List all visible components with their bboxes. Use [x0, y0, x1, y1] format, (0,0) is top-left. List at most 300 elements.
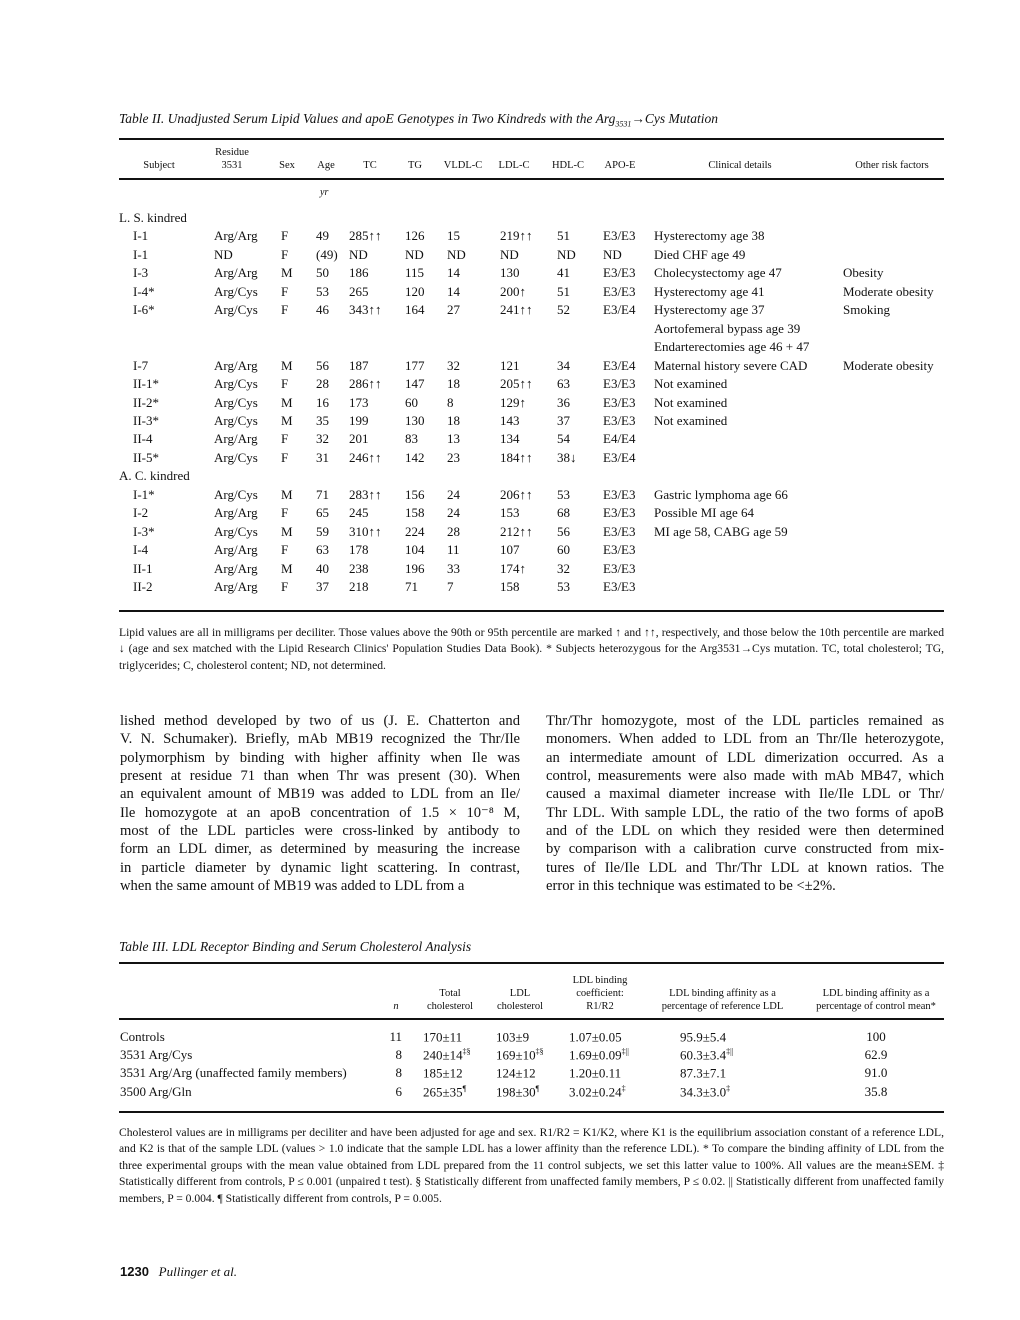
h2: percentage of reference LDL — [661, 1001, 784, 1012]
cell-vldl: 24 — [447, 486, 460, 502]
cell-hdl: 68 — [557, 505, 570, 521]
cell-tg: 196 — [405, 560, 425, 576]
header-ldl: LDL-C — [498, 160, 530, 171]
cell-apoe: E3/E3 — [603, 283, 636, 299]
cell-clinical: Hysterectomy age 38 — [654, 228, 765, 244]
cell — [120, 1084, 192, 1100]
cell-residue: ND — [214, 246, 233, 262]
header-residue-1: Residue — [215, 147, 249, 158]
cell — [846, 1029, 906, 1045]
cell-hdl: 60 — [557, 542, 570, 558]
footnote-marker: ‡ — [621, 1083, 626, 1093]
group-name: L. S. kindred — [119, 210, 187, 225]
cell-residue: Arg/Cys — [214, 412, 258, 428]
running-authors: Pullinger et al. — [158, 1264, 238, 1279]
cell-clinical: Endarterectomies age 46 + 47 — [654, 339, 810, 355]
cell-apoe: E3/E4 — [603, 449, 636, 465]
cell-age: 71 — [316, 486, 329, 502]
cell-sex: F — [281, 302, 289, 318]
cell-sex: M — [281, 394, 293, 410]
cell — [372, 1084, 402, 1100]
cell-ldl: 205↑↑ — [500, 376, 533, 392]
cell-value: 62.9 — [864, 1047, 888, 1063]
cell-tg: 156 — [405, 486, 425, 502]
cell-tc: 218 — [349, 579, 369, 594]
footnote-marker: ‡ — [726, 1083, 731, 1093]
cell-ldl: 134 — [500, 431, 520, 447]
cell-other: Moderate obesity — [843, 283, 934, 299]
cell-sex: F — [281, 246, 289, 262]
cell-vldl: 14 — [447, 265, 460, 281]
h1: LDL binding affinity as a — [669, 988, 776, 999]
cell-clinical: Hysterectomy age 37 — [654, 302, 765, 318]
cell-sex: M — [281, 357, 293, 373]
cell — [680, 1084, 730, 1100]
cell-value: 60.3±3.4 — [680, 1047, 727, 1063]
table3-footnote: Cholesterol values are in milligrams per deciliter and have been adjusted for age and sex. R1/R2 = K1/K2, where K1 is the equilibrium association constant of a reference LDL, and K2 is that of the sample LDL (values > 1.0 indicate that the sample LDL has a lower affinity than the reference LDL). * To compare the binding affinity of LDL from the three experimental groups with the mean value obtained from LDL prepared from the 11 control subjects, we set this latter value to 100%. All values are the mean±SEM. ‡ Statistically different from controls, P ≤ 0.001 (unpaired t test). § Statistically different from unaffected family members, P ≤ 0.02. || Statistically different from unaffected family members, P = 0.004. ¶ Statistically different from controls, P = 0.005. — [119, 1126, 944, 1205]
cell — [680, 1029, 726, 1045]
cell-vldl: 32 — [447, 357, 460, 373]
cell-subject: I-4* — [133, 283, 155, 299]
title-text: Table II. Unadjusted Serum Lipid Values and apoE Genotypes in Two Kindreds with the Arg — [119, 111, 616, 126]
cell — [423, 1047, 471, 1063]
rule — [119, 178, 944, 180]
cell-tg: 158 — [405, 505, 425, 521]
cell-subject: II-1* — [133, 376, 159, 392]
cell-sex: M — [281, 523, 293, 539]
cell — [846, 1047, 906, 1063]
cell-apoe: E3/E4 — [603, 357, 636, 373]
cell — [496, 1047, 544, 1063]
title-subscript: 3531 — [615, 119, 632, 129]
cell-tc: ND — [349, 246, 368, 262]
cell-hdl: 63 — [557, 376, 570, 392]
cell-sex: M — [281, 560, 293, 576]
header-other: Other risk factors — [855, 160, 929, 171]
header-ldl — [490, 987, 550, 1013]
cell-apoe: E3/E3 — [603, 579, 636, 594]
header-hdl: HDL-C — [551, 160, 585, 171]
cell-hdl: 53 — [557, 486, 570, 502]
h1: LDL binding — [572, 975, 628, 986]
cell-tg: 71 — [405, 579, 418, 594]
cell-subject: I-1 — [133, 228, 149, 244]
cell-vldl: 18 — [447, 376, 460, 392]
cell-apoe: ND — [603, 246, 622, 262]
cell-tg: 60 — [405, 394, 418, 410]
cell-vldl: 27 — [447, 302, 460, 318]
h1: LDL — [509, 988, 531, 999]
cell — [569, 1029, 622, 1045]
cell-apoe: E3/E3 — [603, 412, 636, 428]
cell-clinical: Cholecystectomy age 47 — [654, 265, 782, 281]
cell-hdl: 52 — [557, 302, 570, 318]
cell — [496, 1029, 529, 1045]
cell-clinical: Aortofemeral bypass age 39 — [654, 320, 801, 336]
cell-age: 32 — [316, 431, 329, 447]
cell-age: 35 — [316, 412, 329, 428]
cell-ldl: 219↑↑ — [500, 228, 533, 244]
cell — [423, 1065, 463, 1081]
cell-ldl: 174↑ — [500, 560, 526, 576]
cell-tc: 201 — [349, 431, 369, 447]
cell-apoe: E3/E3 — [603, 376, 636, 392]
cell-tc: 187 — [349, 357, 369, 373]
cell-value: 170±11 — [423, 1029, 463, 1045]
cell-apoe: E3/E4 — [603, 302, 636, 318]
cell-value: 91.0 — [864, 1065, 888, 1081]
cell-tc: 173 — [349, 394, 369, 410]
cell-value: 34.3±3.0 — [680, 1083, 727, 1099]
cell-subject: II-3* — [133, 412, 159, 428]
cell-value: 8 — [395, 1047, 402, 1063]
h2: percentage of control mean* — [816, 1001, 936, 1012]
cell-ldl: 206↑↑ — [500, 486, 533, 502]
cell-vldl: 15 — [447, 228, 460, 244]
cell-apoe: E3/E3 — [603, 265, 636, 281]
cell-residue: Arg/Cys — [214, 523, 258, 539]
cell-value: 3531 Arg/Cys — [120, 1047, 193, 1063]
cell-age: 31 — [316, 449, 329, 465]
cell — [846, 1084, 906, 1100]
cell-ldl: 184↑↑ — [500, 449, 533, 465]
header-total — [415, 987, 485, 1013]
cell — [846, 1065, 906, 1081]
header-vldl: VLDL-C — [443, 160, 483, 171]
header-sex: Sex — [279, 160, 295, 171]
cell-apoe: E3/E3 — [603, 560, 636, 576]
cell-clinical: Not examined — [654, 412, 728, 428]
cell-hdl: 38↓ — [557, 449, 577, 465]
cell-tc: 245 — [349, 505, 369, 521]
cell-clinical: Hysterectomy age 41 — [654, 283, 765, 299]
cell-residue: Arg/Arg — [214, 505, 258, 521]
cell-age: 65 — [316, 505, 329, 521]
cell-value: 11 — [389, 1029, 402, 1044]
cell-tc: 285↑↑ — [349, 228, 382, 244]
header-residue — [212, 146, 252, 172]
cell-residue: Arg/Arg — [214, 265, 258, 281]
cell-vldl: 18 — [447, 412, 460, 428]
cell-age: 37 — [316, 579, 329, 594]
rule — [119, 610, 944, 612]
cell-age: 40 — [316, 560, 329, 576]
cell-value: 103±9 — [496, 1029, 530, 1045]
cell-tc: 310↑↑ — [349, 523, 382, 539]
header-apoe: APO-E — [604, 160, 636, 171]
cell — [569, 1065, 621, 1081]
cell-hdl: 51 — [557, 228, 570, 244]
group-name: A. C. kindred — [119, 468, 190, 484]
cell-residue: Arg/Cys — [214, 449, 258, 465]
cell-tg: 224 — [405, 523, 425, 539]
text-line: an intermediate amount of LDL dimerization occurred. As a — [546, 749, 944, 766]
cell-subject: I-4 — [133, 542, 149, 558]
text-line: Thr LDL. With sample LDL, the ratio of the two forms of apoB — [546, 804, 944, 821]
header-tg: TG — [408, 160, 422, 171]
body-right-column — [546, 712, 944, 895]
text-line: when the same amount of MB19 was added to LDL from a — [120, 878, 465, 895]
cell-apoe: E3/E3 — [603, 505, 636, 521]
cell — [496, 1065, 536, 1081]
cell — [569, 1084, 626, 1100]
text-line: polymorphism by binding with higher affinity when Ile was — [120, 749, 520, 766]
text-line: tures of Ile/Ile LDL and Thr/Thr LDL at known ratios. The — [546, 859, 944, 876]
text-line: and of the LDL on which they resided were then determined — [546, 823, 944, 840]
age-unit: yr — [320, 187, 329, 198]
cell-age: 63 — [316, 542, 329, 558]
cell-age: 16 — [316, 394, 329, 410]
cell-ldl: 200↑ — [500, 283, 526, 299]
cell-tc: 238 — [349, 560, 369, 576]
cell-tg: 126 — [405, 228, 425, 244]
cell-tg: 147 — [405, 376, 425, 392]
cell-clinical: Possible MI age 64 — [654, 505, 755, 521]
cell — [680, 1065, 726, 1081]
cell-value: Controls — [120, 1029, 165, 1044]
cell-tg: 130 — [405, 412, 425, 428]
cell-residue: Arg/Cys — [214, 394, 258, 410]
text-line: V. N. Schumaker). Briefly, mAb MB19 recognized the Thr/Ile — [120, 731, 520, 748]
cell-value: 100 — [866, 1029, 886, 1044]
cell-value: 1.20±0.11 — [569, 1065, 622, 1081]
cell-apoe: E3/E3 — [603, 542, 636, 558]
cell — [569, 1047, 629, 1063]
text-line: present at residue 71 than when Thr was present (30). When — [120, 768, 520, 785]
header-pct-reference — [650, 987, 795, 1013]
cell-residue: Arg/Arg — [214, 579, 258, 594]
cell-tc: 265 — [349, 283, 369, 299]
cell-tg: 120 — [405, 283, 425, 299]
cell-clinical: Not examined — [654, 394, 728, 410]
h1: Total — [439, 988, 461, 999]
text-line: monomers. When added to LDL from an Thr/Ile heterozygote, — [546, 731, 944, 748]
h3: R1/R2 — [586, 1001, 614, 1012]
cell-tc: 343↑↑ — [349, 302, 382, 318]
cell-ldl: 241↑↑ — [500, 302, 533, 318]
title-text-end: →Cys Mutation — [631, 111, 718, 126]
cell-apoe: E3/E3 — [603, 228, 636, 244]
cell-residue: Arg/Arg — [214, 542, 258, 558]
cell-sex: F — [281, 579, 289, 594]
cell-hdl: 34 — [557, 357, 570, 373]
cell-vldl: 11 — [447, 542, 460, 558]
header-residue-2: 3531 — [221, 160, 243, 171]
cell-value: 265±35 — [423, 1083, 463, 1099]
cell-value: 87.3±7.1 — [680, 1065, 727, 1081]
cell-sex: F — [281, 376, 289, 392]
cell-tg: 164 — [405, 302, 425, 318]
header-age: Age — [317, 160, 335, 171]
cell-tg: 142 — [405, 449, 425, 465]
text-line: by comparison with a calibration curve constructed from mix- — [546, 841, 944, 858]
text-line: form an LDL dimer, as determined by measuring the increase — [120, 841, 520, 858]
cell-ldl: ND — [500, 246, 519, 262]
cell-ldl: 153 — [500, 505, 520, 521]
cell-age: 28 — [316, 376, 329, 392]
cell-tc: 178 — [349, 542, 369, 558]
text-line: Ile homozygote at an apoB concentration of 1.5 × 10⁻⁸ M, — [120, 804, 520, 821]
cell-apoe: E3/E3 — [603, 486, 636, 502]
cell-tg: 177 — [405, 357, 425, 373]
cell-hdl: 54 — [557, 431, 570, 447]
cell-clinical: MI age 58, CABG age 59 — [654, 523, 788, 539]
cell-sex: F — [281, 228, 289, 244]
cell-tc: 286↑↑ — [349, 376, 382, 392]
cell-subject: I-7 — [133, 357, 149, 373]
cell-tc: 199 — [349, 412, 369, 428]
cell — [120, 1047, 192, 1063]
cell-subject: II-5* — [133, 449, 159, 465]
cell-apoe: E3/E3 — [603, 394, 636, 410]
cell-tc: 246↑↑ — [349, 449, 382, 465]
cell-residue: Arg/Arg — [214, 228, 258, 244]
cell-ldl: 143 — [500, 412, 520, 428]
cell-tg: 83 — [405, 431, 418, 447]
cell-vldl: 33 — [447, 560, 460, 576]
cell-hdl: 32 — [557, 560, 570, 576]
cell-other: Obesity — [843, 265, 884, 281]
cell-subject: I-3* — [133, 523, 155, 539]
text-line: error in this technique was estimated to be <±2%. — [546, 878, 836, 895]
cell-tg: ND — [405, 246, 424, 262]
page-number: 1230 — [120, 1264, 149, 1279]
cell-residue: Arg/Arg — [214, 560, 258, 576]
cell-sex: F — [281, 431, 289, 447]
cell-residue: Arg/Arg — [214, 431, 258, 447]
cell-value: 3500 Arg/Gln — [120, 1083, 192, 1099]
cell-vldl: 8 — [447, 394, 454, 410]
cell-residue: Arg/Cys — [214, 376, 258, 392]
cell-tg: 104 — [405, 542, 425, 558]
cell-ldl: 107 — [500, 542, 520, 558]
cell-subject: I-1 — [133, 246, 149, 262]
cell-value: 240±14 — [423, 1047, 463, 1063]
cell-ldl: 130 — [500, 265, 520, 281]
cell-subject: I-6* — [133, 302, 155, 318]
cell-vldl: 24 — [447, 505, 460, 521]
cell-hdl: 36 — [557, 394, 570, 410]
cell-value: 124±12 — [496, 1065, 536, 1081]
cell — [372, 1047, 402, 1063]
cell-age: 53 — [316, 283, 329, 299]
text-line: lished method developed by two of us (J. E. Chatterton and — [120, 713, 520, 729]
cell-sex: F — [281, 283, 289, 299]
cell — [680, 1047, 733, 1063]
cell-ldl: 129↑ — [500, 394, 526, 410]
cell-subject: I-1* — [133, 486, 155, 502]
footnote-marker: ‡§ — [462, 1047, 471, 1057]
cell-vldl: 13 — [447, 431, 460, 447]
h1: LDL binding affinity as a — [822, 988, 930, 999]
cell-hdl: 53 — [557, 579, 570, 594]
table3-title: Table III. LDL Receptor Binding and Serum Cholesterol Analysis — [119, 939, 472, 954]
cell — [372, 1065, 402, 1081]
cell-value: 198±30 — [496, 1083, 536, 1099]
footnote-marker: ‡|| — [621, 1047, 629, 1057]
text-line: most of the LDL particles were cross-linked by antibody to — [120, 823, 520, 840]
cell-clinical: Not examined — [654, 376, 728, 392]
cell-subject: II-2* — [133, 394, 159, 410]
cell-vldl: 28 — [447, 523, 460, 539]
cell-apoe: E3/E3 — [603, 523, 636, 539]
header-pct-control — [806, 987, 946, 1013]
cell-sex: M — [281, 486, 293, 502]
cell — [423, 1029, 462, 1045]
page-footer — [120, 1264, 237, 1280]
text-line: control, measurements were also made with mAb MB47, which — [546, 768, 944, 785]
cell-sex: M — [281, 265, 293, 281]
footnote-marker: ¶ — [535, 1083, 540, 1093]
cell-residue: Arg/Cys — [214, 283, 258, 299]
cell-other: Smoking — [843, 302, 890, 318]
h2: coefficient: — [576, 988, 624, 999]
cell-residue: Arg/Arg — [214, 357, 258, 373]
text-line: caused a maximal diameter increase with Ile/Ile LDL or Thr/ — [546, 786, 944, 803]
cell — [372, 1029, 402, 1045]
cell — [496, 1084, 539, 1100]
rule — [119, 138, 944, 140]
footnote-marker: ¶ — [462, 1083, 467, 1093]
cell-clinical: Maternal history severe CAD — [654, 357, 808, 373]
cell-hdl: ND — [557, 246, 576, 262]
footnote-marker: ‡§ — [535, 1047, 544, 1057]
cell-vldl: 7 — [447, 579, 454, 594]
cell-value: 185±12 — [423, 1065, 463, 1081]
cell-sex: F — [281, 505, 289, 521]
cell-age: 46 — [316, 302, 329, 318]
cell-sex: M — [281, 412, 293, 428]
cell-value: 1.69±0.09 — [569, 1047, 622, 1063]
cell-clinical: Gastric lymphoma age 66 — [654, 486, 788, 502]
text-line: in particle diameter by dynamic light scattering. In contrast, — [120, 859, 520, 876]
cell-age: 50 — [316, 265, 329, 281]
cell-hdl: 56 — [557, 523, 570, 539]
rule — [119, 1018, 944, 1020]
cell-subject: II-4 — [133, 431, 153, 447]
cell-hdl: 51 — [557, 283, 570, 299]
text-line: an equivalent amount of MB19 was added to LDL from an Ile/ — [120, 786, 520, 803]
cell-age: (49) — [316, 246, 338, 262]
cell-residue: Arg/Cys — [214, 302, 258, 318]
h2: cholesterol — [426, 1001, 474, 1012]
cell-clinical: Died CHF age 49 — [654, 246, 746, 262]
footnote-marker: ‡|| — [726, 1047, 734, 1057]
body-left-column — [120, 712, 520, 895]
cell-value: 95.9±5.4 — [680, 1029, 727, 1045]
rule — [119, 1111, 944, 1113]
cell-subject: I-2 — [133, 505, 149, 521]
cell-subject: I-3 — [133, 265, 149, 281]
cell-age: 49 — [316, 228, 329, 244]
cell-value: 6 — [395, 1083, 402, 1099]
table2-title — [119, 111, 718, 129]
header-n: n — [393, 1001, 399, 1012]
cell-sex: F — [281, 542, 289, 558]
cell-value: 3.02±0.24 — [569, 1083, 622, 1099]
cell-tc: 283↑↑ — [349, 486, 382, 502]
cell-ldl: 212↑↑ — [500, 523, 533, 539]
cell-tc: 186 — [349, 265, 369, 281]
cell-hdl: 37 — [557, 412, 570, 428]
cell-sex: F — [281, 449, 289, 465]
rule — [119, 962, 944, 964]
cell-ldl: 158 — [500, 579, 520, 594]
cell — [120, 1065, 347, 1081]
text-line: Thr/Thr homozygote, most of the LDL particles remained as — [546, 713, 944, 729]
header-coefficient — [565, 974, 635, 1013]
cell-value: 1.07±0.05 — [569, 1029, 622, 1045]
